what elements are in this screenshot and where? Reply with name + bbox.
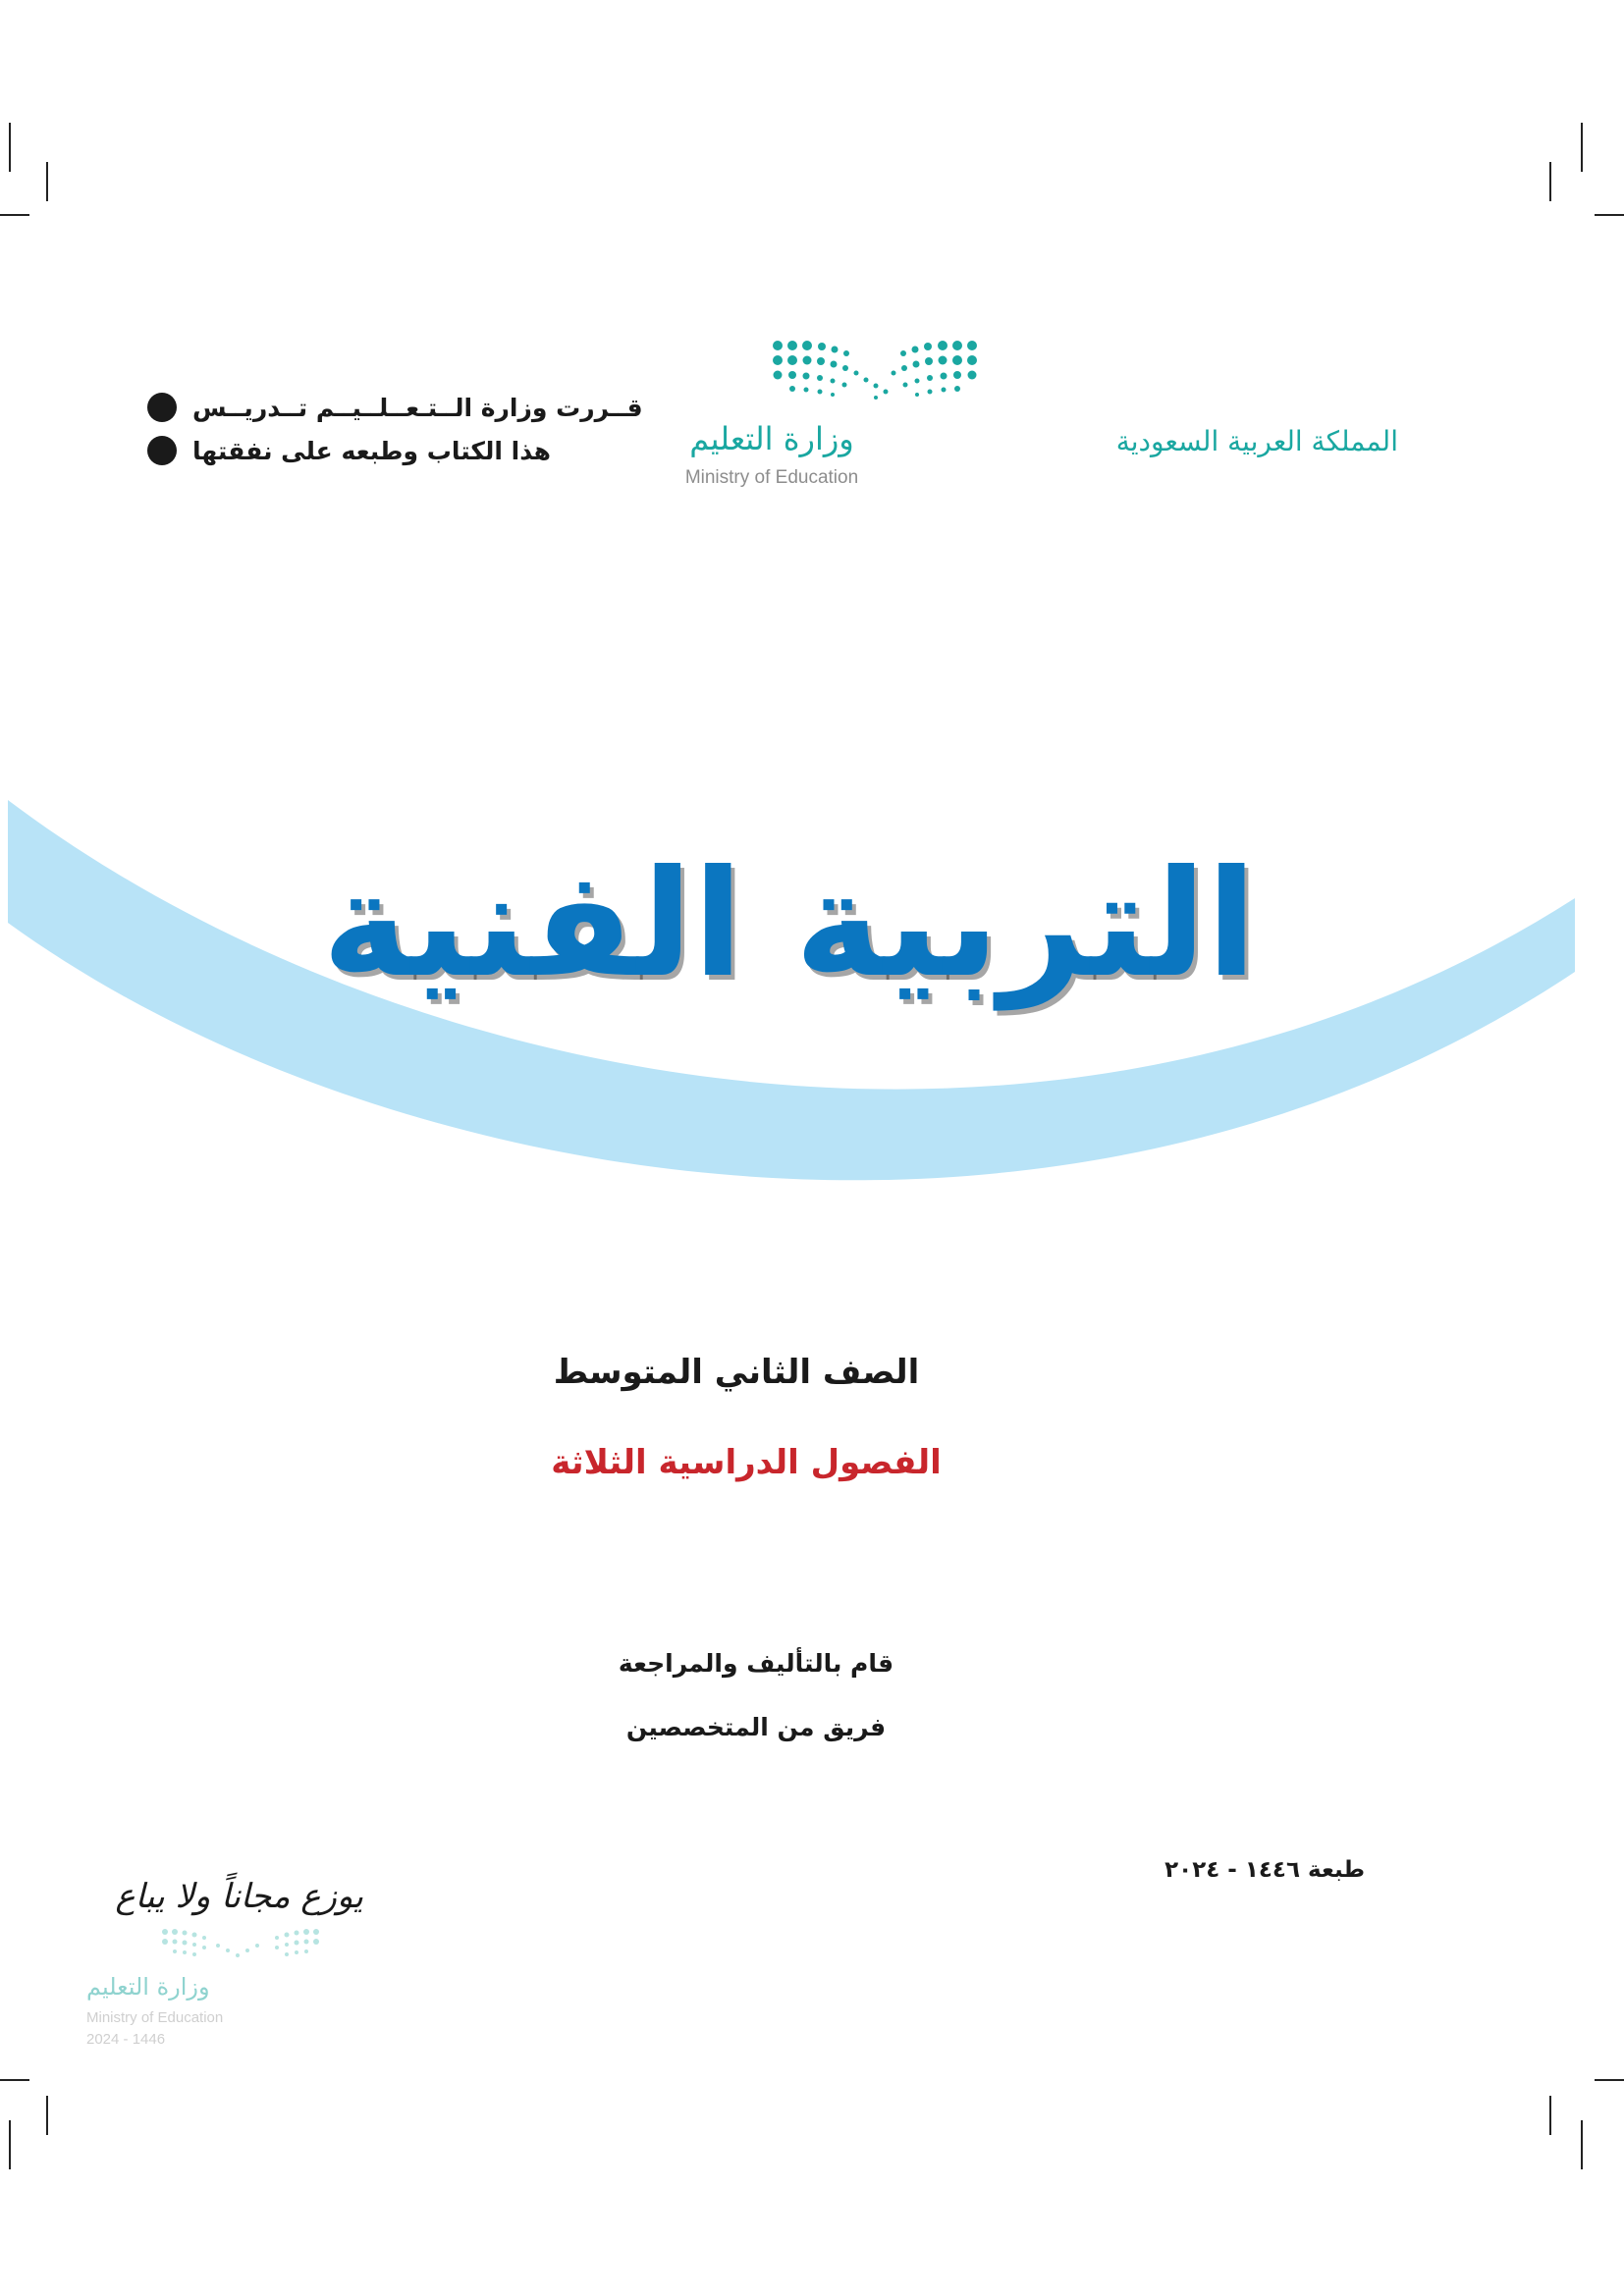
- grade-label: الصف الثاني المتوسط: [553, 1353, 920, 1392]
- kingdom-label: المملكة العربية السعودية: [1115, 425, 1398, 457]
- notice-text: هذا الكتاب وطبعه على نفقتها: [192, 436, 551, 465]
- crop-mark: [9, 2120, 11, 2169]
- bullet-dot-icon: [147, 436, 177, 465]
- crop-mark: [1595, 2079, 1624, 2081]
- ministry-name-english: Ministry of Education: [684, 467, 859, 488]
- crop-mark: [1581, 123, 1583, 172]
- crop-mark: [1549, 2096, 1551, 2135]
- author-team: فريق من المتخصصين: [625, 1713, 887, 1741]
- stamp-ministry-english: Ministry of Education: [86, 2009, 224, 2026]
- bullet-dot-icon: [147, 393, 177, 422]
- ministry-notice: [147, 386, 643, 472]
- crop-mark: [0, 214, 29, 216]
- crop-mark: [9, 123, 11, 172]
- edition-label: طبعة ١٤٤٦ - ٢٠٢٤: [1164, 1857, 1365, 1883]
- crop-mark: [1549, 162, 1551, 201]
- crop-mark: [46, 2096, 48, 2135]
- crop-mark: [0, 2079, 29, 2081]
- crop-mark: [1581, 2120, 1583, 2169]
- ministry-name-arabic: وزارة التعليم: [689, 420, 854, 457]
- crop-mark: [46, 162, 48, 201]
- notice-line: [147, 429, 589, 472]
- stamp-ministry-arabic: وزارة التعليم: [86, 1973, 210, 2001]
- free-distribution-stamp: يوزع مجاناً ولا يباع: [115, 1877, 363, 1916]
- crop-mark: [1595, 214, 1624, 216]
- terms-label: الفصول الدراسية الثلاثة: [551, 1443, 942, 1482]
- notice-line: [147, 386, 643, 429]
- book-title: التربية الفنية: [321, 839, 1257, 1010]
- ministry-stamp-logo-icon: [157, 1924, 324, 1963]
- notice-text: قــررت وزارة الــتـعــلــيــم تــدريــس: [192, 393, 643, 422]
- authored-by-label: قام بالتأليف والمراجعة: [618, 1649, 894, 1678]
- stamp-year: 2024 - 1446: [86, 2031, 166, 2048]
